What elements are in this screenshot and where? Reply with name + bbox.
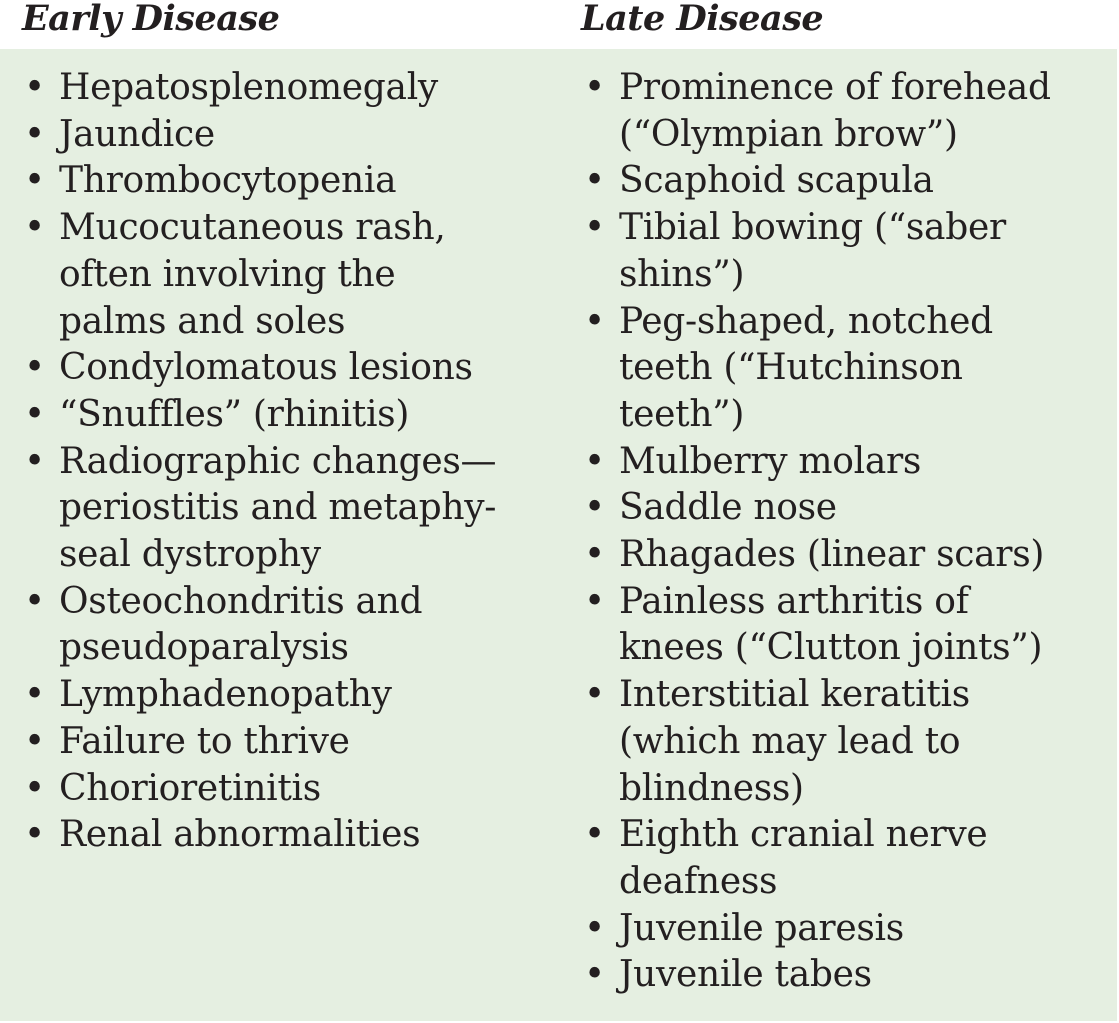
list-item	[22, 205, 562, 345]
table-header-row	[0, 0, 1119, 49]
list-item-text: Mulberry molars	[619, 440, 922, 482]
bullet-icon: •	[584, 67, 605, 108]
bullet-icon: •	[584, 207, 605, 249]
list-item-text: Juvenile paresis	[619, 907, 904, 949]
bullet-icon: •	[584, 487, 605, 529]
list-item	[582, 579, 1112, 672]
bullet-icon: •	[24, 207, 45, 249]
list-item	[22, 112, 562, 159]
list-item-text: teeth”)	[619, 393, 745, 435]
bullet-icon: •	[24, 347, 45, 389]
list-item	[22, 158, 562, 205]
list-item-text: Thrombocytopenia	[59, 160, 397, 202]
list-item-text: teeth (“Hutchinson	[619, 347, 963, 389]
list-item-text: Renal abnormalities	[59, 814, 421, 856]
list-item-text: Radiographic changes—	[59, 440, 497, 482]
list-item-text: Painless arthritis of	[619, 580, 969, 622]
list-item	[582, 532, 1112, 579]
list-item	[22, 766, 562, 813]
bullet-icon: •	[24, 440, 45, 482]
list-item-text: periostitis and metaphy-	[59, 487, 497, 529]
list-item-text: Condylomatous lesions	[59, 347, 473, 389]
list-item-text: shins”)	[619, 253, 745, 295]
list-item	[22, 719, 562, 766]
bullet-icon: •	[24, 720, 45, 762]
list-item-text: Rhagades (linear scars)	[619, 534, 1045, 576]
list-item-text: Tibial bowing (“saber	[619, 207, 1006, 249]
list-item	[582, 299, 1112, 439]
list-item-text: Osteochondritis and	[59, 580, 423, 622]
bullet-icon: •	[584, 907, 605, 949]
list-item-text: Hepatosplenomegaly	[59, 67, 438, 108]
list-item-text: knees (“Clutton joints”)	[619, 627, 1043, 669]
bullet-icon: •	[24, 393, 45, 435]
bullet-icon: •	[584, 440, 605, 482]
list-item-text: seal dystrophy	[59, 534, 321, 576]
list-item	[582, 65, 1112, 158]
early-disease-list	[22, 65, 562, 859]
early-disease-heading: Early Disease	[22, 0, 280, 39]
list-item-text: Chorioretinitis	[59, 767, 321, 809]
list-item	[22, 812, 562, 859]
list-item	[582, 952, 1112, 999]
bullet-icon: •	[584, 674, 605, 716]
list-item	[582, 672, 1112, 812]
list-item	[582, 812, 1112, 905]
list-item-text: Interstitial keratitis	[619, 674, 970, 716]
bullet-icon: •	[584, 580, 605, 622]
list-item	[582, 158, 1112, 205]
list-item	[22, 672, 562, 719]
bullet-icon: •	[24, 113, 45, 155]
late-disease-heading: Late Disease	[581, 0, 824, 39]
list-item-text: Peg-shaped, notched	[619, 300, 993, 342]
list-item	[22, 65, 562, 112]
list-item	[22, 392, 562, 439]
list-item	[22, 579, 562, 672]
list-item-text: pseudoparalysis	[59, 627, 349, 669]
bullet-icon: •	[584, 534, 605, 576]
bullet-icon: •	[584, 300, 605, 342]
bullet-icon: •	[24, 814, 45, 856]
list-item-text: blindness)	[619, 767, 804, 809]
late-disease-list	[582, 65, 1112, 999]
list-item-text: “Snuffles” (rhinitis)	[59, 393, 410, 435]
bullet-icon: •	[24, 160, 45, 202]
list-item	[22, 345, 562, 392]
list-item-text: often involving the	[59, 253, 396, 295]
list-item-text: palms and soles	[59, 300, 346, 342]
list-item-text: Scaphoid scapula	[619, 160, 934, 202]
bullet-icon: •	[584, 814, 605, 856]
list-item-text: Lymphadenopathy	[59, 674, 392, 716]
list-item-text: Mucocutaneous rash,	[59, 207, 446, 249]
bullet-icon: •	[584, 954, 605, 996]
bullet-icon: •	[584, 160, 605, 202]
list-item-text: Jaundice	[59, 113, 215, 155]
list-item-text: Saddle nose	[619, 487, 837, 529]
list-item-text: deafness	[619, 860, 778, 902]
list-item	[582, 485, 1112, 532]
list-item-text: Eighth cranial nerve	[619, 814, 988, 856]
list-item	[582, 906, 1112, 953]
list-item	[22, 439, 562, 579]
bullet-icon: •	[24, 767, 45, 809]
list-item	[582, 439, 1112, 486]
list-item-text: (“Olympian brow”)	[619, 113, 958, 155]
list-item-text: Juvenile tabes	[619, 954, 872, 996]
bullet-icon: •	[24, 67, 45, 108]
bullet-icon: •	[24, 674, 45, 716]
list-item-text: Failure to thrive	[59, 720, 350, 762]
list-item-text: (which may lead to	[619, 720, 961, 762]
table-body	[0, 49, 1119, 1021]
bullet-icon: •	[24, 580, 45, 622]
list-item-text: Prominence of forehead	[619, 67, 1051, 108]
list-item	[582, 205, 1112, 298]
